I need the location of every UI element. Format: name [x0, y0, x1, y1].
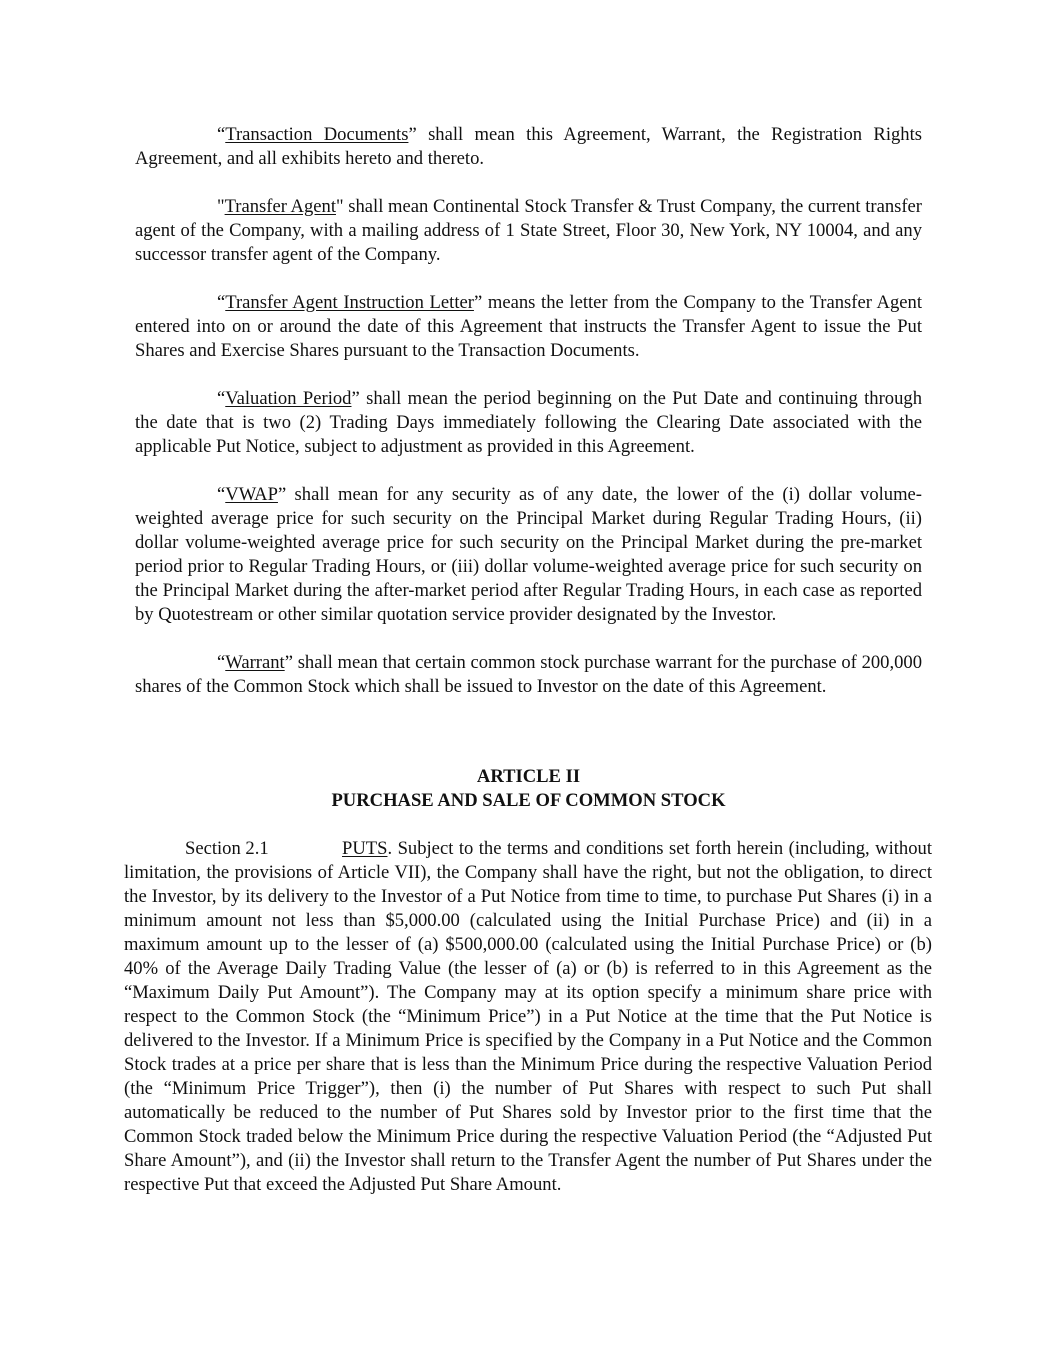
definition-text: shall mean this Agreement, Warrant, the Registration Rights Agreement, and all exhibits hereto and thereto.: [135, 124, 922, 169]
open-quote: “: [217, 388, 226, 409]
section-2-1: [124, 837, 932, 1197]
definitions-list: [135, 123, 922, 723]
close-quote: ”: [351, 388, 360, 409]
definition-text: shall mean Continental Stock Transfer & Trust Company, the current transfer agent of the Company, with a mailing address of 1 State Street, Floor 30, New York, NY 10004, and any successor transfer agent of the Company.: [135, 196, 922, 265]
defined-term: Transfer Agent: [224, 196, 336, 217]
section-text: . Subject to the terms and conditions set forth herein (including, without limitation, the provisions of Article VII), the Company shall have the right, but not the obligation, to direct the Investor, by its delivery to the Investor of a Put Notice from time to time, to purchase Put Shares (i) in a minimum amount not less than $5,000.00 (calculated using the Initial Purchase Price) and (ii) in a maximum amount up to the lesser of (a) $500,000.00 (calculated using the Initial Purchase Price) or (b) 40% of the Average Daily Trading Value (the lesser of (a) or (b) is referred to in this Agreement as the “Maximum Daily Put Amount”). The Company may at its option specify a minimum share price with respect to the Common Stock (the “Minimum Price”) in a Put Notice at the time that the Put Notice is delivered to the Investor. If a Minimum Price is specified by the Company in a Put Notice and the Common Stock trades at a price per share that is less than the Minimum Price during the respective Valuation Period (the “Minimum Price Trigger”), then (i) the number of Put Shares with respect to such Put shall automatically be reduced to the number of Put Shares sold by Investor prior to the first time that the Common Stock traded below the Minimum Price during the respective Valuation Period (the “Adjusted Put Share Amount”), and (ii) the Investor shall return to the Transfer Agent the number of Put Shares under the respective Put that exceed the Adjusted Put Share Amount.: [124, 838, 932, 1195]
close-quote: ”: [277, 484, 287, 505]
article-title: PURCHASE AND SALE OF COMMON STOCK: [331, 790, 726, 811]
defined-term: Warrant: [225, 652, 285, 673]
open-quote: “: [217, 124, 226, 145]
defined-term: Valuation Period: [225, 388, 352, 409]
definition-text: means the letter from the Company to the Transfer Agent entered into on or around the date of this Agreement that instructs the Transfer Agent to issue the Put Shares and Exercise Shares pursuant to the Transaction Documents.: [135, 292, 922, 361]
definition-text: shall mean for any security as of any date, the lower of the (i) dollar volume-weighted average price for such security on the Principal Market during Regular Trading Hours, (ii) dollar volume-weighted average price for such security on the Principal Market during the pre-market period prior to Regular Trading Hours, or (iii) dollar volume-weighted average price for such security on the Principal Market during the after-market period after Regular Trading Hours, in each case as reported by Quotestream or other similar quotation service provider designated by the Investor.: [135, 484, 922, 625]
definition-transaction-documents: [135, 123, 922, 171]
close-quote: ”: [408, 124, 417, 145]
section-number: Section 2.1: [185, 838, 269, 859]
definition-text: shall mean the period beginning on the Put Date and continuing through the date that is two (2) Trading Days immediately following the Clearing Date associated with the applicable Put Notice, subject to adjustment as provided in this Agreement.: [135, 388, 922, 457]
close-quote: ”: [284, 652, 293, 673]
defined-term: Transaction Documents: [225, 124, 409, 145]
definition-transfer-agent-instruction-letter: [135, 291, 922, 363]
close-quote: ”: [473, 292, 483, 313]
open-quote: “: [217, 292, 226, 313]
open-quote: “: [217, 652, 226, 673]
open-quote: ": [217, 196, 225, 217]
open-quote: “: [217, 484, 226, 505]
section-title: PUTS: [342, 838, 388, 859]
defined-term: Transfer Agent Instruction Letter: [225, 292, 474, 313]
defined-term: VWAP: [225, 484, 278, 505]
definition-warrant: [135, 651, 922, 699]
definition-text: shall mean that certain common stock purchase warrant for the purchase of 200,000 shares of the Common Stock which shall be issued to Investor on the date of this Agreement.: [135, 652, 922, 697]
definition-valuation-period: [135, 387, 922, 459]
article-heading: [135, 765, 922, 813]
definition-transfer-agent: [135, 195, 922, 267]
definition-vwap: [135, 483, 922, 627]
article-number: ARTICLE II: [476, 766, 581, 787]
close-quote: ": [336, 196, 344, 217]
